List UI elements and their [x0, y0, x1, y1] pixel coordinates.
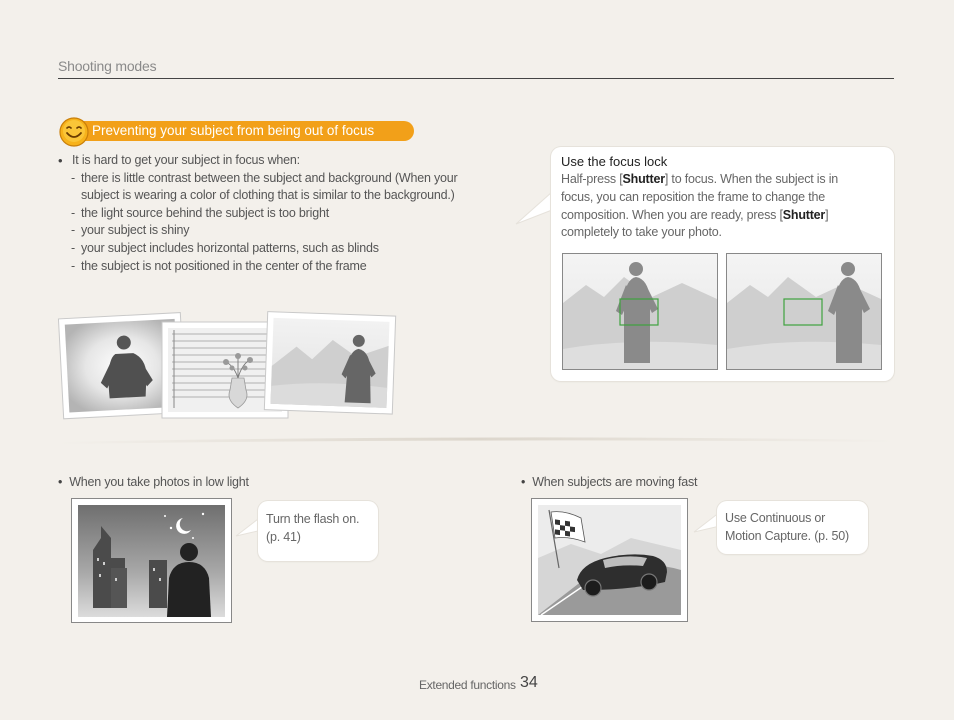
- cause-item: - the light source behind the subject is too bright: [58, 205, 458, 223]
- cause-item: - your subject is shiny: [58, 222, 458, 240]
- section-title: Shooting modes: [58, 58, 157, 74]
- low-light-bullet: [58, 475, 249, 489]
- focus-lock-body: [561, 171, 861, 242]
- focus-lock-text: ] completely to take your photo.: [561, 207, 829, 240]
- focus-lock-text: ] to focus. When the subject is in focus, you can reposition the frame to change the composition. When you are ready, press [: [561, 172, 839, 222]
- flash-tip-text: [266, 510, 359, 546]
- header-rule: [58, 78, 894, 79]
- continuous-tip-text: [725, 509, 849, 545]
- focus-frame-recomposed: [727, 254, 882, 370]
- out-of-focus-examples-illustration: [56, 308, 398, 424]
- page-number: 34: [520, 674, 538, 691]
- flash-tip-line: (p. 41): [266, 530, 301, 544]
- moving-fast-bullet: [521, 475, 697, 489]
- tip-title: Preventing your subject from being out of focus: [92, 123, 375, 138]
- cause-item: - there is little contrast between the subject and background (When your subject is wearing a color of clothing that is similar to the background.): [58, 170, 458, 205]
- low-light-illustration: [71, 498, 232, 624]
- flash-tip-line: Turn the flash on.: [266, 512, 360, 526]
- low-light-label: When you take photos in low light: [69, 475, 249, 489]
- footer-chapter: Extended functions: [419, 678, 516, 692]
- focus-card-pointer: [514, 188, 554, 228]
- shutter-key-label: Shutter: [622, 172, 665, 186]
- cause-intro: • It is hard to get your subject in focus when:: [58, 152, 458, 170]
- bullet-icon: •: [58, 475, 63, 489]
- focus-lock-illustration: [562, 253, 882, 371]
- cause-item: - your subject includes horizontal patterns, such as blinds: [58, 240, 458, 258]
- moving-fast-label: When subjects are moving fast: [532, 475, 698, 489]
- moving-subject-illustration: [531, 498, 688, 623]
- cause-item: - the subject is not positioned in the center of the frame: [58, 258, 458, 276]
- shutter-key-label: Shutter: [782, 207, 826, 222]
- bullet-icon: •: [521, 475, 526, 489]
- focus-lock-text: Half-press [: [561, 172, 623, 186]
- focus-lock-title: Use the focus lock: [561, 154, 668, 169]
- smiley-icon: [59, 117, 89, 147]
- focus-frame-center: [563, 254, 718, 370]
- continuous-tip-line: Motion Capture. (p. 50): [725, 529, 849, 543]
- cause-list: [58, 152, 458, 275]
- section-divider: [58, 436, 894, 444]
- continuous-tip-line: Use Continuous or: [725, 511, 826, 525]
